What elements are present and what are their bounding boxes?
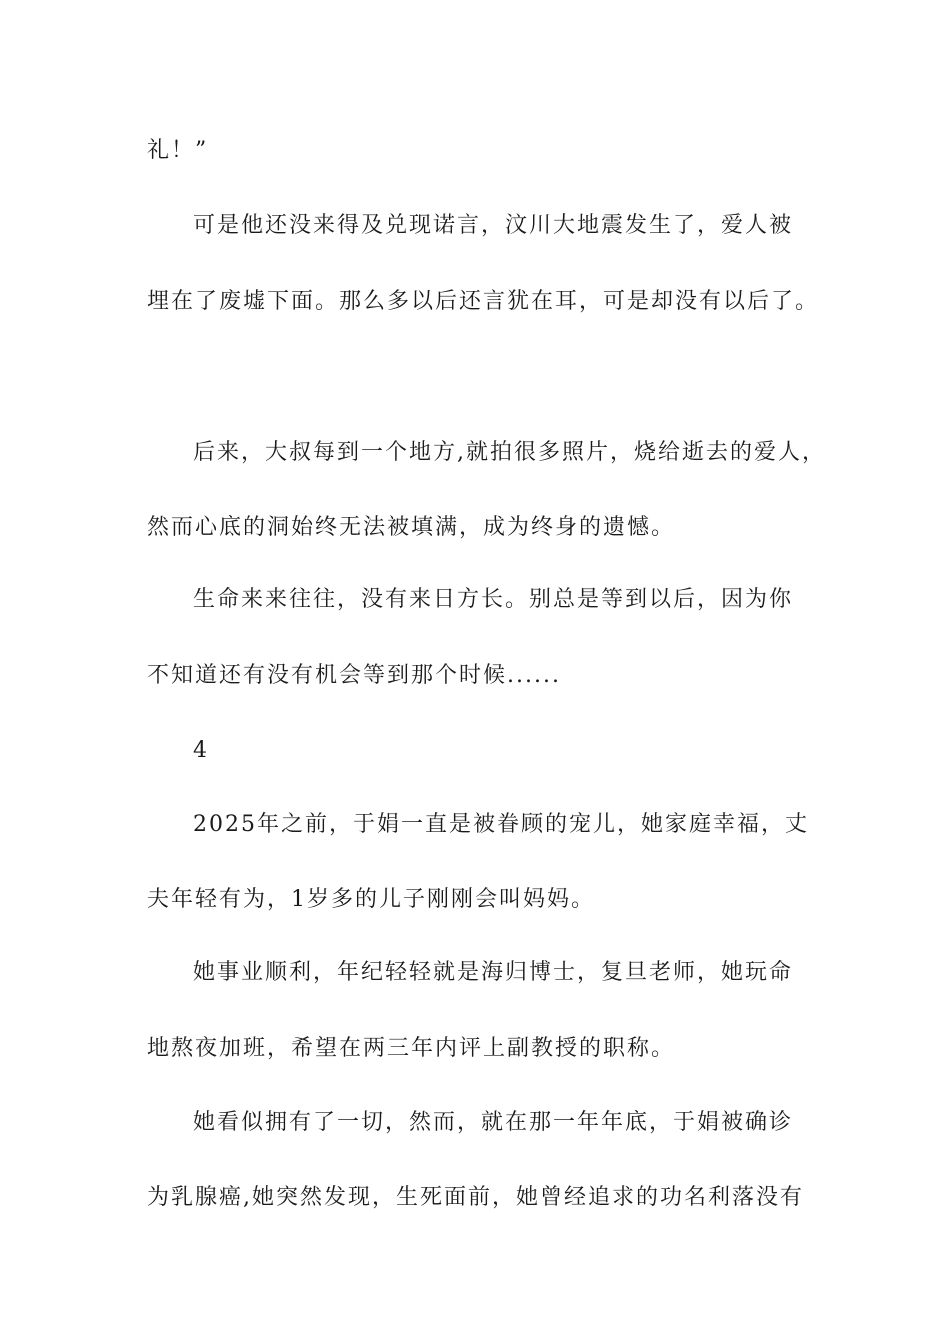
- text-line: 然而心底的洞始终无法被填满，成为终身的遗憾。: [147, 515, 676, 540]
- paragraph-line: 后来，大叔每到一个地方,就拍很多照片，烧给逝去的爱人，: [193, 440, 826, 465]
- paragraph-line: 她事业顺利，年纪轻轻就是海归博士，复旦老师，她玩命: [193, 960, 794, 985]
- text-line: 夫年轻有为，1岁多的儿子刚刚会叫妈妈。: [147, 887, 595, 912]
- paragraph-line: 生命来来往往，没有来日方长。别总是等到以后，因为你: [193, 587, 794, 612]
- text-line: 埋在了废墟下面。那么多以后还言犹在耳，可是却没有以后了。: [147, 289, 820, 314]
- text-line: 为乳腺癌,她突然发现，生死面前，她曾经追求的功名利落没有: [147, 1185, 804, 1210]
- paragraph-line: 可是他还没来得及兑现诺言，汶川大地震发生了，爱人被: [193, 213, 794, 238]
- text-line: 礼！”: [147, 138, 209, 163]
- paragraph-line: 她看似拥有了一切，然而，就在那一年年底，于娟被确诊: [193, 1110, 794, 1135]
- paragraph-line: 2025年之前，于娟一直是被眷顾的宠儿，她家庭幸福，丈: [193, 812, 809, 837]
- section-number: 4: [193, 738, 209, 763]
- text-line: 不知道还有没有机会等到那个时候......: [147, 663, 561, 688]
- text-line: 地熬夜加班，希望在两三年内评上副教授的职称。: [147, 1036, 676, 1061]
